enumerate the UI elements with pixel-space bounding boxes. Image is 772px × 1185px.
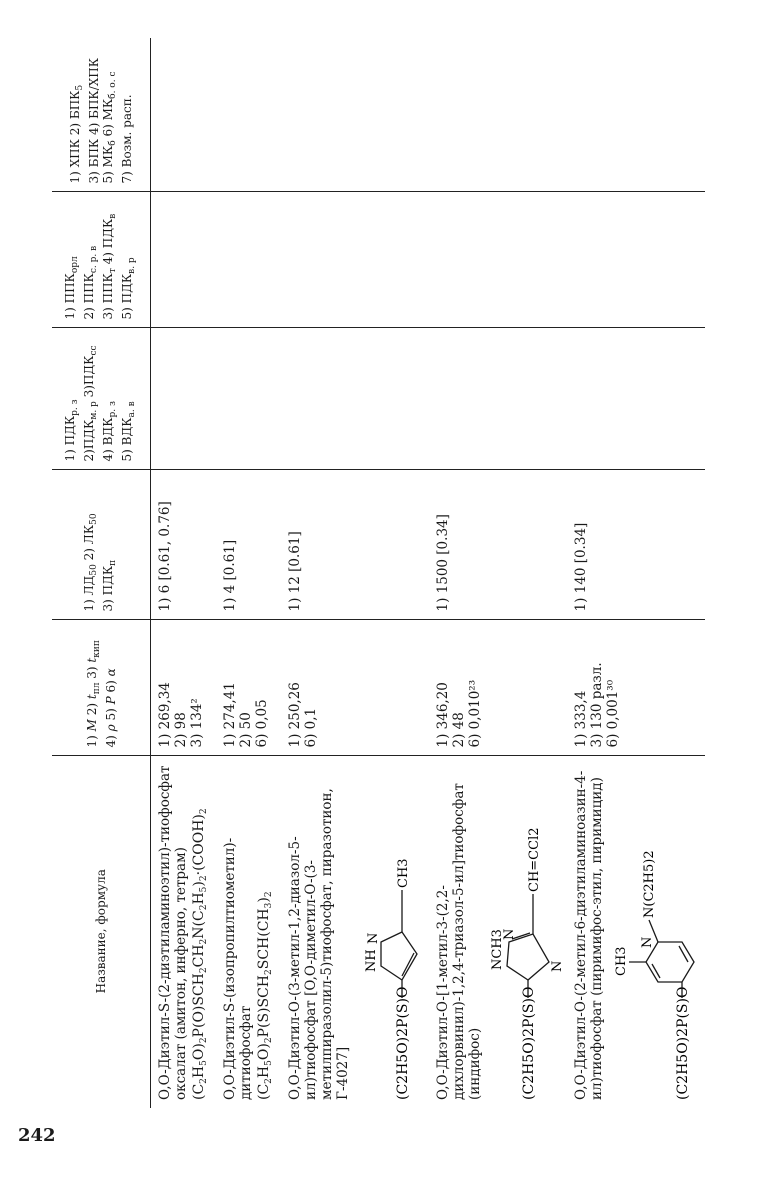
- cell-pdk1: [216, 328, 281, 470]
- struct-prefix: (C2H5O)2P(S)O: [675, 986, 691, 1100]
- header-tox: 1) $ЛД_{50}$ 2) $ЛК_{50}$ 3) $ПДК_п$: [52, 470, 151, 620]
- cell-tox: [567, 470, 705, 620]
- prop-value: 6) 0,001³⁰: [605, 679, 621, 748]
- struct-prefix: (C2H5O)2P(S)O: [395, 986, 411, 1100]
- prop-value: 6) 0,1: [303, 707, 319, 748]
- pyrazole-structure: [355, 800, 425, 1100]
- compound-formula: $(C_2H_5O)_2P(O)SCH_2CH_2N(C_2H_5)_2\cdot(COOH)_2$: [191, 808, 209, 1100]
- cell-props: [151, 620, 217, 756]
- prop-value: 3) 134²: [189, 698, 205, 748]
- struct-label: CH3: [396, 858, 411, 888]
- struct-label: N: [550, 960, 565, 972]
- page-number: 242: [18, 1125, 56, 1146]
- struct-label: N: [366, 932, 381, 944]
- cell-name: [567, 756, 705, 1108]
- triazole-structure: [487, 770, 563, 1100]
- pyrimidine-structure: [609, 770, 701, 1100]
- prop-value: 1) 269,34: [157, 682, 173, 748]
- header-props: 1) M 2) $t_{пл}$ 3) $t_{кип}$ 4) ρ 5) P 6) α: [52, 620, 151, 756]
- tox-value: 1) 4 [0.61]: [222, 539, 238, 612]
- struct-label: N(C2H5)2: [642, 850, 657, 918]
- table-row: [429, 38, 567, 1108]
- cell-name: [216, 756, 281, 1108]
- cell-pdk1: [151, 328, 217, 470]
- prop-value: 1) 274,41: [222, 682, 238, 748]
- prop-value: 1) 333,4: [573, 690, 589, 748]
- tox-value: 1) 1500 [0.34]: [435, 514, 451, 612]
- cell-tox: [429, 470, 567, 620]
- prop-value: 2) 50: [238, 712, 254, 748]
- cell-pdk2: [567, 192, 705, 328]
- cell-tox: [151, 470, 217, 620]
- compound-formula: $(C_2H_5O)_2P(S)SCH_2SCH(CH_3)_2$: [256, 891, 274, 1100]
- cell-class: [429, 38, 567, 192]
- header-pdk1: 1) $ПДК_{р. з}$ $2)ПДК_{м. р}$ $3)ПДК_{сс}$ 4) $ВДК_{р. з}$ 5) $ВДК_{а. в}$: [52, 328, 151, 470]
- compound-table: [52, 38, 705, 1108]
- table-header-row: [52, 38, 151, 1108]
- cell-pdk1: [567, 328, 705, 470]
- struct-label: NCH3: [490, 929, 505, 970]
- compound-name: O,O-Диэтил-O-[1-метил-3-(2,2-дихлорвинил)-1,2,4-триазол-5-ил]тиофосфат (индифос): [435, 783, 483, 1100]
- cell-tox: [281, 470, 429, 620]
- cell-pdk2: [216, 192, 281, 328]
- cell-pdk2: [281, 192, 429, 328]
- prop-value: 6) 0,05: [254, 699, 270, 748]
- tox-value: 1) 140 [0.34]: [573, 522, 589, 612]
- prop-value: 6) 0,010²³: [467, 679, 483, 748]
- rotated-table-wrapper: [52, 38, 772, 1108]
- cell-name: [281, 756, 429, 1108]
- header-name: Название, формула: [52, 756, 151, 1108]
- tox-value: 1) 12 [0.61]: [287, 531, 303, 612]
- table-row: [281, 38, 429, 1108]
- compound-name: O,O-Диэтил-O-(2-метил-6-диэтиламиноазин-4-ил)тиофосфат (пиримифос-этил, пиримицид): [573, 770, 605, 1100]
- cell-name: [429, 756, 567, 1108]
- struct-label: CH=CCl2: [527, 827, 542, 892]
- prop-value: 3) 130 разл.: [589, 662, 605, 748]
- header-pdk2: 1) $ППК_{орл}$ 2) $ППК_{с. р. в}$ 3) $ППК_т$ 4) $ПДК_в$ 5) $ПДК_{в. р}$: [52, 192, 151, 328]
- cell-props: [429, 620, 567, 756]
- table-row: [151, 38, 217, 1108]
- cell-class: [567, 38, 705, 192]
- cell-class: [216, 38, 281, 192]
- table-row: [216, 38, 281, 1108]
- struct-label: CH3: [614, 946, 629, 976]
- cell-props: [216, 620, 281, 756]
- prop-value: 1) 346,20: [435, 682, 451, 748]
- compound-name: O,O-Диэтил-O-(3-метил-1,2-диазол-5-ил)тиофосфат [O,O-диметил-O-(3-метилпиразолил-5)тиофосфат, пиразотион, Г-4027]: [287, 788, 351, 1100]
- cell-props: [567, 620, 705, 756]
- cell-pdk1: [281, 328, 429, 470]
- prop-value: 1) 250,26: [287, 682, 303, 748]
- cell-pdk2: [151, 192, 217, 328]
- header-class: 1) ХПК 2) $БПК_5$ 3) БПК 4) БПК/ХПК 5) $МК_б$ 6) $МК_{б. о. с}$ 7) Возм. расп.: [52, 38, 151, 192]
- cell-class: [151, 38, 217, 192]
- cell-pdk2: [429, 192, 567, 328]
- prop-value: 2) 98: [173, 712, 189, 748]
- compound-name: O,O-Диэтил-S-(изопропилтиометил)-дитиофосфат: [222, 837, 254, 1100]
- cell-tox: [216, 470, 281, 620]
- prop-value: 2) 48: [451, 712, 467, 748]
- struct-label: N: [640, 936, 655, 948]
- cell-pdk1: [429, 328, 567, 470]
- compound-name: O,O-Диэтил-S-(2-диэтиламиноэтил)-тиофосфат оксалат (амитон, инферно, тетрам): [157, 765, 189, 1100]
- cell-class: [281, 38, 429, 192]
- table-row: [567, 38, 705, 1108]
- struct-prefix: (C2H5O)2P(S)O: [521, 986, 537, 1100]
- struct-label: NH: [364, 949, 379, 972]
- cell-props: [281, 620, 429, 756]
- cell-name: [151, 756, 217, 1108]
- tox-value: 1) 6 [0.61, 0.76]: [157, 501, 173, 612]
- struct-label: N: [502, 928, 517, 940]
